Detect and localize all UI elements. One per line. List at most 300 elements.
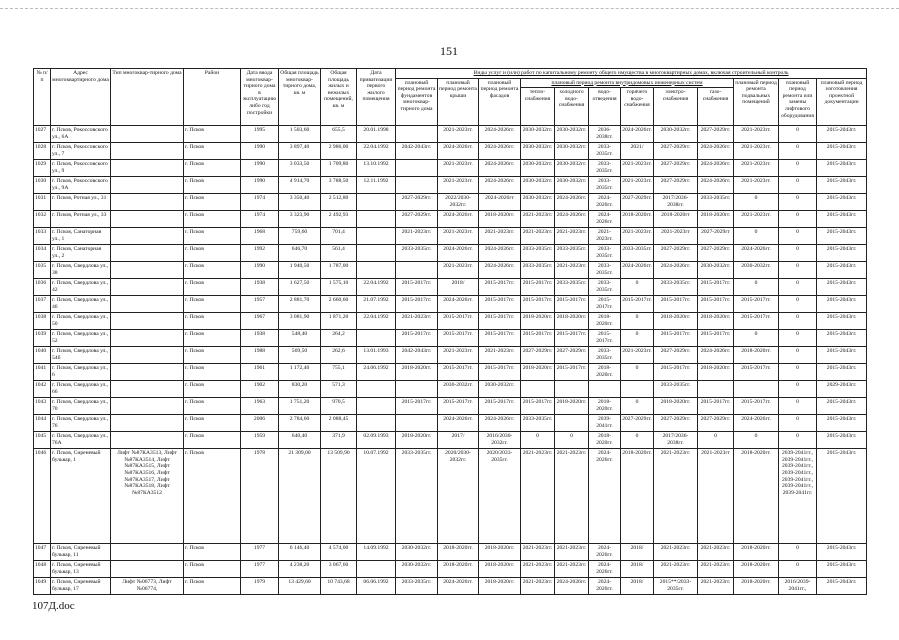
cell-foundation xyxy=(396,177,438,194)
table-row xyxy=(34,177,867,194)
cell-district: г. Псков xyxy=(184,432,241,449)
cell-hot-water: 0 xyxy=(621,398,654,415)
cell-area-total: 1 751,20 xyxy=(279,398,321,415)
cell-type xyxy=(111,330,184,347)
cell-foundation: 2030-2032гг. xyxy=(396,561,438,578)
cell-sewer: 2033-2035гг. xyxy=(589,347,621,364)
cell-sewer: 2018-2020гг. xyxy=(589,364,621,381)
cell-basement: 2018-2020гг. xyxy=(734,561,779,578)
cell-electric: 2018-2020гг xyxy=(654,211,698,228)
cell-type xyxy=(111,432,184,449)
cell-area-living: 970,5 xyxy=(321,398,357,415)
table-row xyxy=(34,364,867,381)
cell-roof: 2021-2023гг. xyxy=(438,262,479,279)
cell-facade: 2018-2020гг. xyxy=(479,211,521,228)
cell-privatization xyxy=(357,330,396,347)
table-row xyxy=(34,578,867,595)
cell-roof: 2021-2023гг. xyxy=(438,228,479,245)
cell-gas: 2027-2029гг. xyxy=(698,415,734,432)
cell-basement: 0 xyxy=(734,330,779,347)
cell-address: г. Псков, Рокоссовского ул., 9 xyxy=(51,160,111,177)
cell-electric: 2033-2035гг. xyxy=(654,381,698,398)
cell-hot-water: 2021-2023гг. xyxy=(621,177,654,194)
cell-electric: 2027-2029гг. xyxy=(654,415,698,432)
cell-lift: 0 xyxy=(779,544,817,561)
cell-year: 1977 xyxy=(241,544,279,561)
cell-basement: 2021-2023гг. xyxy=(734,143,779,160)
cell-privatization: 24.06.1992 xyxy=(357,364,396,381)
cell-hot-water: 0 xyxy=(621,330,654,347)
cell-basement: 2021-2023гг. xyxy=(734,211,779,228)
cell-district: г. Псков xyxy=(184,177,241,194)
cell-sewer: 2015-2017гг. xyxy=(589,296,621,313)
table-row xyxy=(34,313,867,330)
cell-cold-water: 2021-2023гг. xyxy=(555,561,589,578)
cell-basement: 2015-2017гг. xyxy=(734,313,779,330)
cell-project: 2015-2043гг. xyxy=(817,578,867,595)
cell-facade: 2024-2026гг. xyxy=(479,415,521,432)
cell-project: 2015-2043гг. xyxy=(817,143,867,160)
cell-cold-water: 2024-2026гг. xyxy=(555,194,589,211)
cell-area-total: 6 146,40 xyxy=(279,544,321,561)
cell-sewer: 2021-2023гг. xyxy=(589,228,621,245)
cell-address: г. Псков, Сиреневый бульвар, 17 xyxy=(51,578,111,595)
cell-type xyxy=(111,126,184,143)
cell-gas: 2018-2020гг. xyxy=(698,211,734,228)
cell-year: 1938 xyxy=(241,279,279,296)
cell-cold-water: 2021-2023гг. xyxy=(555,228,589,245)
cell-sewer: 2024-2026гг. xyxy=(589,578,621,595)
cell-area-living: 1 871,20 xyxy=(321,313,357,330)
cell-area-total: 2 784,60 xyxy=(279,415,321,432)
table-row xyxy=(34,330,867,347)
cell-roof: 2018-2020гг. xyxy=(438,561,479,578)
cell-district: г. Псков xyxy=(184,544,241,561)
cell-basement: 2018-2020гг. xyxy=(734,544,779,561)
cell-roof: 2015-2017гг. xyxy=(438,313,479,330)
cell-hot-water: 2018/ xyxy=(621,561,654,578)
cell-district: г. Псков xyxy=(184,364,241,381)
cell-cold-water: 2030-2032гг. xyxy=(555,143,589,160)
cell-privatization xyxy=(357,561,396,578)
cell-heat: 2018-2020гг. xyxy=(521,313,555,330)
cell-type xyxy=(111,245,184,262)
table-row xyxy=(34,296,867,313)
cell-sewer: 2024-2026гг. xyxy=(589,211,621,228)
cell-year: 1990 xyxy=(241,143,279,160)
cell-gas: 2021-2023гг. xyxy=(698,578,734,595)
cell-basement: 2030-2032гг. xyxy=(734,262,779,279)
cell-area-total: 3 897,40 xyxy=(279,143,321,160)
cell-address: г. Псков, Свердлова ул., 54б xyxy=(51,347,111,364)
cell-district: г. Псков xyxy=(184,313,241,330)
cell-cold-water: 2024-2026гг. xyxy=(555,578,589,595)
cell-privatization xyxy=(357,228,396,245)
cell-address: г. Псков, Ротная ул., 33 xyxy=(51,211,111,228)
cell-foundation xyxy=(396,415,438,432)
cell-facade: 2024-2026гг. xyxy=(479,262,521,279)
cell-district: г. Псков xyxy=(184,279,241,296)
cell-sewer: 2024-2026гг. xyxy=(589,194,621,211)
cell-project: 2015-2043гг. xyxy=(817,432,867,449)
cell-electric: 2027-2029гг. xyxy=(654,177,698,194)
cell-sewer: 2036-2038гг. xyxy=(589,126,621,143)
cell-hot-water: 0 xyxy=(621,279,654,296)
cell-foundation: 2033-2035гг. xyxy=(396,245,438,262)
cell-privatization xyxy=(357,415,396,432)
cell-area-total: 1 940,50 xyxy=(279,262,321,279)
cell-address: г. Псков, Свердлова ул., 52 xyxy=(51,330,111,347)
cell-basement: 0 xyxy=(734,279,779,296)
cell-basement: 0 xyxy=(734,228,779,245)
cell-type xyxy=(111,262,184,279)
cell-heat: 2030-2032гг. xyxy=(521,126,555,143)
cell-electric: 2027-2029гг. xyxy=(654,143,698,160)
cell-hot-water: 2027-2029гг. xyxy=(621,415,654,432)
cell-hot-water: 2021-2023гг. xyxy=(621,228,654,245)
cell-roof: 2030-2032гг. xyxy=(438,381,479,398)
cell-address: г. Псков, Свердлова ул., 38 xyxy=(51,262,111,279)
cell-num: 1048 xyxy=(34,561,51,578)
cell-foundation: 2030-2032гг. xyxy=(396,544,438,561)
cell-facade: 2024-2026гг xyxy=(479,194,521,211)
header-roof: плановый период ремонта крыши xyxy=(438,78,479,126)
cell-electric: 2018-2020гг. xyxy=(654,313,698,330)
cell-privatization: 21.07.1992 xyxy=(357,296,396,313)
cell-area-total: 3 350,40 xyxy=(279,194,321,211)
cell-num: 1027 xyxy=(34,126,51,143)
cell-cold-water xyxy=(555,415,589,432)
cell-cold-water: 2015-2017гг. xyxy=(555,330,589,347)
cell-type xyxy=(111,415,184,432)
cell-num: 1030 xyxy=(34,177,51,194)
cell-cold-water: 2015-2017гг. xyxy=(555,364,589,381)
cell-roof: 2018/ xyxy=(438,279,479,296)
cell-roof: 2024-2026гг. xyxy=(438,211,479,228)
cell-facade: 2020/2033-2035гг. xyxy=(479,449,521,544)
table-row xyxy=(34,194,867,211)
cell-heat: 2030-2032гг. xyxy=(521,177,555,194)
cell-area-total: 646,70 xyxy=(279,245,321,262)
cell-lift: 0 xyxy=(779,415,817,432)
cell-address: г. Псков, Сиреневый бульвар, 11 xyxy=(51,544,111,561)
cell-area-total: 3 323,90 xyxy=(279,211,321,228)
cell-gas: 2021-2023гг xyxy=(698,449,734,544)
cell-project: 2015-2043гг. xyxy=(817,279,867,296)
cell-lift: 0 xyxy=(779,194,817,211)
cell-area-total: 21 309,00 xyxy=(279,449,321,544)
cell-electric: 2017/2036-2038гг. xyxy=(654,432,698,449)
cell-year: 1968 xyxy=(241,228,279,245)
cell-hot-water: 2021/ xyxy=(621,143,654,160)
cell-gas: 2024-2026гг. xyxy=(698,347,734,364)
cell-heat: 2021-2023гг. xyxy=(521,228,555,245)
cell-privatization: 13.01.1993 xyxy=(357,347,396,364)
header-district: Район xyxy=(184,69,241,126)
cell-type xyxy=(111,143,184,160)
cell-facade: 2024-2026гг. xyxy=(479,160,521,177)
cell-foundation: 2015-2017гг. xyxy=(396,330,438,347)
cell-area-total: 13 429,60 xyxy=(279,578,321,595)
cell-roof: 2018-2020гг. xyxy=(438,544,479,561)
cell-foundation: 2027-2029гг. xyxy=(396,194,438,211)
header-hot-water: горячего водо-снабжения xyxy=(621,88,654,126)
cell-basement: 2018-2020гг. xyxy=(734,347,779,364)
cell-privatization: 13.10.1992 xyxy=(357,160,396,177)
cell-area-living: 371,9 xyxy=(321,432,357,449)
cell-type xyxy=(111,211,184,228)
cell-heat: 2015-2017гг. xyxy=(521,330,555,347)
cell-num: 1029 xyxy=(34,160,51,177)
cell-foundation: 2033-2035гг. xyxy=(396,578,438,595)
cell-lift: 0 xyxy=(779,262,817,279)
cell-gas: 2033-2035гг. xyxy=(698,194,734,211)
cell-address: г. Псков, Свердлова ул., 6 xyxy=(51,364,111,381)
cell-heat: 2033-2035гг. xyxy=(521,262,555,279)
cell-facade: 2015-2017гг. xyxy=(479,364,521,381)
cell-area-living: 3 788,50 xyxy=(321,177,357,194)
header-project: плановый период изготовления проектной документации xyxy=(817,78,867,126)
cell-cold-water: 2024-2026гг. xyxy=(555,211,589,228)
cell-project: 2015-2043гг. xyxy=(817,160,867,177)
cell-facade: 2018-2020гг. xyxy=(479,561,521,578)
cell-electric: 2015-2017гг. xyxy=(654,330,698,347)
cell-heat: 2030-2032гг. xyxy=(521,143,555,160)
cell-address: г. Псков, Рокоссовского ул., 9А xyxy=(51,177,111,194)
cell-district: г. Псков xyxy=(184,347,241,364)
cell-project: 2015-2043гг. xyxy=(817,313,867,330)
cell-heat xyxy=(521,381,555,398)
cell-address: г. Псков, Свердлова ул., 50 xyxy=(51,313,111,330)
cell-cold-water: 2021-2023гг. xyxy=(555,262,589,279)
cell-privatization: 22.04.1992 xyxy=(357,279,396,296)
cell-project: 2015-2043гг. xyxy=(817,194,867,211)
table-row xyxy=(34,143,867,160)
cell-privatization: 22.04.1992 xyxy=(357,143,396,160)
cell-sewer: 2015-2017гг. xyxy=(589,330,621,347)
cell-lift: 0 xyxy=(779,296,817,313)
cell-electric: 2027-2029гг. xyxy=(654,347,698,364)
cell-district: г. Псков xyxy=(184,381,241,398)
cell-num: 1046 xyxy=(34,449,51,544)
cell-district: г. Псков xyxy=(184,330,241,347)
cell-area-living: 2 088,45 xyxy=(321,415,357,432)
cell-year: 1979 xyxy=(241,578,279,595)
cell-address: г. Псков, Ротная ул., 31 xyxy=(51,194,111,211)
cell-electric: 2015**/2033-2035гг. xyxy=(654,578,698,595)
cell-hot-water: 2015-2017гг. xyxy=(621,296,654,313)
cell-electric: 2021-2023гг xyxy=(654,228,698,245)
cell-privatization xyxy=(357,398,396,415)
table-row xyxy=(34,245,867,262)
cell-area-total: 1 172,40 xyxy=(279,364,321,381)
cell-foundation: 2027-2029гг. xyxy=(396,211,438,228)
cell-basement: 2015-2017гг. xyxy=(734,296,779,313)
cell-gas: 2024-2026гг. xyxy=(698,160,734,177)
cell-district: г. Псков xyxy=(184,578,241,595)
cell-facade: 2021-2023гг. xyxy=(479,347,521,364)
cell-area-living: 4 574,00 xyxy=(321,544,357,561)
cell-year: 1988 xyxy=(241,347,279,364)
table-row xyxy=(34,415,867,432)
cell-address: г. Псков, Сиреневый бульвар, 13 xyxy=(51,561,111,578)
cell-lift: 0 xyxy=(779,245,817,262)
cell-lift: 0 xyxy=(779,432,817,449)
cell-address: г. Псков, Санаторная ул., 1 xyxy=(51,228,111,245)
cell-hot-water: 2024-2026гг. xyxy=(621,262,654,279)
cell-sewer: 2018-2020гг. xyxy=(589,398,621,415)
cell-foundation: 2033-2035гг. xyxy=(396,449,438,544)
cell-foundation xyxy=(396,381,438,398)
cell-gas: 2021-2023гг. xyxy=(698,544,734,561)
header-systems-group: плановый период ремонта внутридомовых инженерных систем xyxy=(521,78,734,88)
cell-lift: 0 xyxy=(779,364,817,381)
table-row xyxy=(34,449,867,544)
cell-basement: 2018-2020гг. xyxy=(734,449,779,544)
cell-type xyxy=(111,313,184,330)
table-row xyxy=(34,544,867,561)
cell-address: г. Псков, Свердлова ул., 42 xyxy=(51,279,111,296)
header-electric: электро-снабжения xyxy=(654,88,698,126)
cell-electric: 2015-2017гг. xyxy=(654,296,698,313)
header-gas: газо-снабжения xyxy=(698,88,734,126)
cell-roof: 2021-2023гг. xyxy=(438,126,479,143)
cell-area-living: 755,1 xyxy=(321,364,357,381)
cell-num: 1036 xyxy=(34,279,51,296)
cell-area-living: 262,6 xyxy=(321,347,357,364)
header-num: № п/п xyxy=(34,69,51,126)
cell-electric: 2021-2023гг. xyxy=(654,561,698,578)
cell-cold-water: 2033-2035гг. xyxy=(555,279,589,296)
cell-address: г. Псков, Рокоссовского ул., 6А xyxy=(51,126,111,143)
cell-electric: 2021-2023гг. xyxy=(654,449,698,544)
cell-year: 1990 xyxy=(241,160,279,177)
cell-cold-water: 2015-2017гг. xyxy=(555,296,589,313)
cell-type xyxy=(111,561,184,578)
cell-sewer: 2018-2020гг. xyxy=(589,432,621,449)
cell-address: г. Псков, Рокоссовского ул., 7 xyxy=(51,143,111,160)
cell-roof: 2015-2017гг. xyxy=(438,398,479,415)
cell-privatization: 22.04.1992 xyxy=(357,313,396,330)
cell-heat: 2021-2023гг. xyxy=(521,561,555,578)
cell-gas: 2024-2026гг. xyxy=(698,177,734,194)
cell-facade: 2030-2032гг. xyxy=(479,381,521,398)
cell-gas: 2018-2020гг. xyxy=(698,364,734,381)
cell-num: 1044 xyxy=(34,415,51,432)
cell-district: г. Псков xyxy=(184,561,241,578)
cell-year: 1977 xyxy=(241,561,279,578)
cell-num: 1047 xyxy=(34,544,51,561)
cell-project: 2015-2043гг. xyxy=(817,228,867,245)
cell-num: 1038 xyxy=(34,313,51,330)
cell-hot-water: 0 xyxy=(621,432,654,449)
cell-foundation: 2042-2043гг. xyxy=(396,347,438,364)
cell-year: 1990 xyxy=(241,177,279,194)
cell-privatization xyxy=(357,194,396,211)
cell-project: 2015-2043гг. xyxy=(817,561,867,578)
cell-basement: 2021-2023гг. xyxy=(734,126,779,143)
cell-num: 1037 xyxy=(34,296,51,313)
cell-cold-water: 2030-2032гг. xyxy=(555,126,589,143)
cell-lift: 2016/2039-2041гг., xyxy=(779,578,817,595)
table-row xyxy=(34,228,867,245)
cell-type xyxy=(111,544,184,561)
cell-roof: 2015-2017гг. xyxy=(438,330,479,347)
cell-basement: 2024-2026гг. xyxy=(734,415,779,432)
cell-foundation: 2015-2017гг. xyxy=(396,279,438,296)
cell-type xyxy=(111,296,184,313)
cell-roof: 2022/2030-2032гг. xyxy=(438,194,479,211)
cell-privatization: 06.06.1992 xyxy=(357,578,396,595)
cell-address: г. Псков, Свердлова ул., 76 xyxy=(51,415,111,432)
cell-hot-water: 2018/ xyxy=(621,578,654,595)
cell-facade: 2024-2026гг. xyxy=(479,177,521,194)
cell-type xyxy=(111,228,184,245)
cell-heat: 2015-2017гг. xyxy=(521,279,555,296)
cell-foundation: 2015-2017гг. xyxy=(396,296,438,313)
cell-area-living: 10 743,68 xyxy=(321,578,357,595)
cell-project: 2015-2043гг. xyxy=(817,544,867,561)
cell-gas: 2015-2017гг. xyxy=(698,279,734,296)
cell-sewer xyxy=(589,381,621,398)
footer-filename: 107Д.doc xyxy=(32,600,75,612)
table-row xyxy=(34,432,867,449)
cell-district: г. Псков xyxy=(184,449,241,544)
cell-roof: 2021-2023гг. xyxy=(438,160,479,177)
header-sewer: водо-отведения xyxy=(589,88,621,126)
header-privatization: Дата приватизации первого жилого помещения xyxy=(357,69,396,126)
cell-basement: 2015-2017гг. xyxy=(734,364,779,381)
cell-privatization xyxy=(357,381,396,398)
cell-foundation: 2021-2023гг. xyxy=(396,228,438,245)
cell-num: 1045 xyxy=(34,432,51,449)
cell-facade: 2016/2030-2032гг. xyxy=(479,432,521,449)
cell-heat: 2033-2035гг. xyxy=(521,415,555,432)
cell-project: 2015-2043гг. xyxy=(817,398,867,415)
cell-basement: 2015-2017гг. xyxy=(734,398,779,415)
cell-num: 1032 xyxy=(34,211,51,228)
cell-lift: 0 xyxy=(779,561,817,578)
cell-hot-water: 0 xyxy=(621,364,654,381)
cell-num: 1035 xyxy=(34,262,51,279)
cell-district: г. Псков xyxy=(184,398,241,415)
cell-area-living: 2 512,80 xyxy=(321,194,357,211)
cell-num: 1028 xyxy=(34,143,51,160)
cell-num: 1040 xyxy=(34,347,51,364)
cell-cold-water: 2030-2032гг. xyxy=(555,160,589,177)
cell-electric: 2024-2026гг. xyxy=(654,262,698,279)
cell-area-total: 759,60 xyxy=(279,228,321,245)
cell-electric: 2017/2036-2038гг. xyxy=(654,194,698,211)
table-row xyxy=(34,347,867,364)
cell-area-total: 569,50 xyxy=(279,347,321,364)
cell-cold-water: 2021-2023гг. xyxy=(555,449,589,544)
cell-hot-water: 2024-2026гг. xyxy=(621,126,654,143)
cell-num: 1039 xyxy=(34,330,51,347)
cell-roof: 2021-2023гг. xyxy=(438,177,479,194)
table-row xyxy=(34,126,867,143)
cell-privatization: 02.09.1993 xyxy=(357,432,396,449)
cell-year: 1961 xyxy=(241,364,279,381)
page-number: 151 xyxy=(440,44,458,58)
cell-lift: 0 xyxy=(779,279,817,296)
cell-area-living: 3 067,60 xyxy=(321,561,357,578)
cell-project: 2015-2043гг. xyxy=(817,177,867,194)
cell-hot-water: 2021-2023гг. xyxy=(621,160,654,177)
header-address: Адрес многоквартирного дома xyxy=(51,69,111,126)
cell-area-living: 2 492,93 xyxy=(321,211,357,228)
cell-lift: 2039-2041гг., 2039-2041гг., 2039-2041гг., 2039-2041гг., 2039-2041гг., 2039-2041гг., 2039-2041гг. xyxy=(779,449,817,544)
